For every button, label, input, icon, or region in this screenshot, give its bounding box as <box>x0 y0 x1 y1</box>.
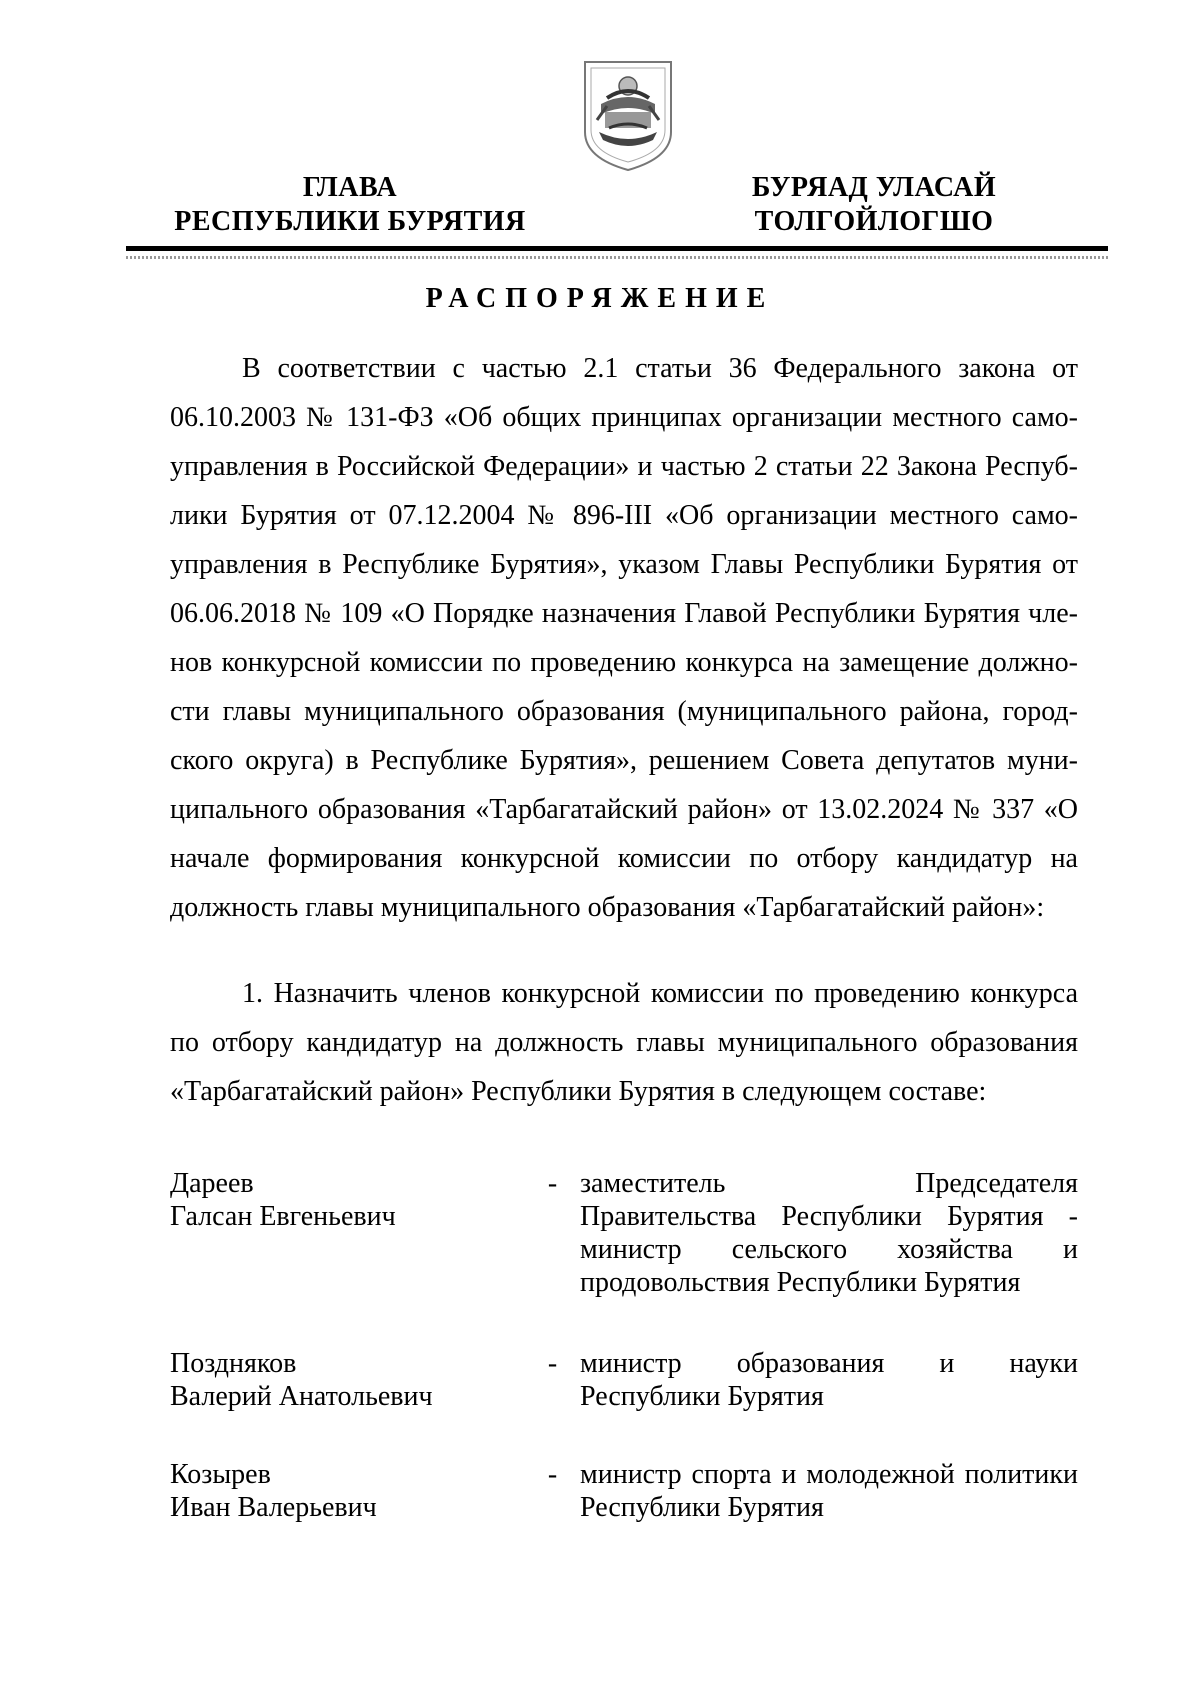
coat-of-arms-icon <box>581 54 675 172</box>
member-given-name: Валерий Анатольевич <box>170 1381 433 1412</box>
member-name <box>170 1167 525 1299</box>
member-role: заместитель Председателя Правительства Республики Бурятия - министр сельского хозяйства и продовольствия Республики Бурятия <box>580 1168 1078 1298</box>
header-right <box>714 171 1034 239</box>
member-row <box>170 1167 1078 1299</box>
members-list <box>170 1167 1078 1524</box>
member-given-name: Галсан Евгеньевич <box>170 1201 396 1232</box>
member-name <box>170 1458 525 1524</box>
member-dash: - <box>547 1348 558 1379</box>
member-given-name: Иван Валерьевич <box>170 1492 377 1523</box>
header-left <box>155 171 545 239</box>
document-title: РАСПОРЯЖЕНИЕ <box>425 283 775 314</box>
header-divider-dotted <box>126 256 1108 259</box>
member-surname: Козырев <box>170 1459 271 1490</box>
header-divider <box>126 246 1108 251</box>
member-name <box>170 1347 525 1413</box>
member-role: министр образования и науки Республики Бурятия <box>580 1348 1078 1412</box>
member-surname: Дареев <box>170 1168 254 1199</box>
header-left-line2: РЕСПУБЛИКИ БУРЯТИЯ <box>174 206 526 237</box>
member-row <box>170 1347 1078 1413</box>
preamble-paragraph: В соответствии с частью 2.1 статьи 36 Федерального закона от 06.10.2003 № 131-ФЗ «Об общих принципах организации местного само-управления в Российской Федерации» и частью 2 статьи 22 Закона Респуб-лики Бурятия от 07.12.2004 № 896-III «Об организации местного само-управления в Республике Бурятия», указом Главы Республики Бурятия от 06.06.2018 № 109 «О Порядке назначения Главой Республики Бурятия чле-нов конкурсной комиссии по проведению конкурса на замещение должно-сти главы муниципального образования (муниципального района, город-ского округа) в Республике Бурятия», решением Совета депутатов муни-ципального образования «Тарбагатайский район» от 13.02.2024 № 337 «О начале формирования конкурсной комиссии по отбору кандидатур на должность главы муниципального образования «Тарбагатайский район»: <box>170 353 1078 923</box>
member-dash: - <box>547 1168 558 1199</box>
header-left-line1: ГЛАВА <box>302 172 398 203</box>
member-surname: Поздняков <box>170 1348 297 1379</box>
member-dash: - <box>547 1459 558 1490</box>
header-right-line1: БУРЯАД УЛАСАЙ <box>751 172 997 203</box>
header-right-line2: ТОЛГОЙЛОГШО <box>754 206 994 237</box>
item-1-paragraph: 1. Назначить членов конкурсной комиссии по проведению конкурса по отбору кандидатур на должность главы муниципального образования «Тарбагатайский район» Республики Бурятия в следующем составе: <box>170 978 1078 1107</box>
member-row <box>170 1458 1078 1524</box>
member-role: министр спорта и молодежной политики Республики Бурятия <box>580 1459 1078 1523</box>
